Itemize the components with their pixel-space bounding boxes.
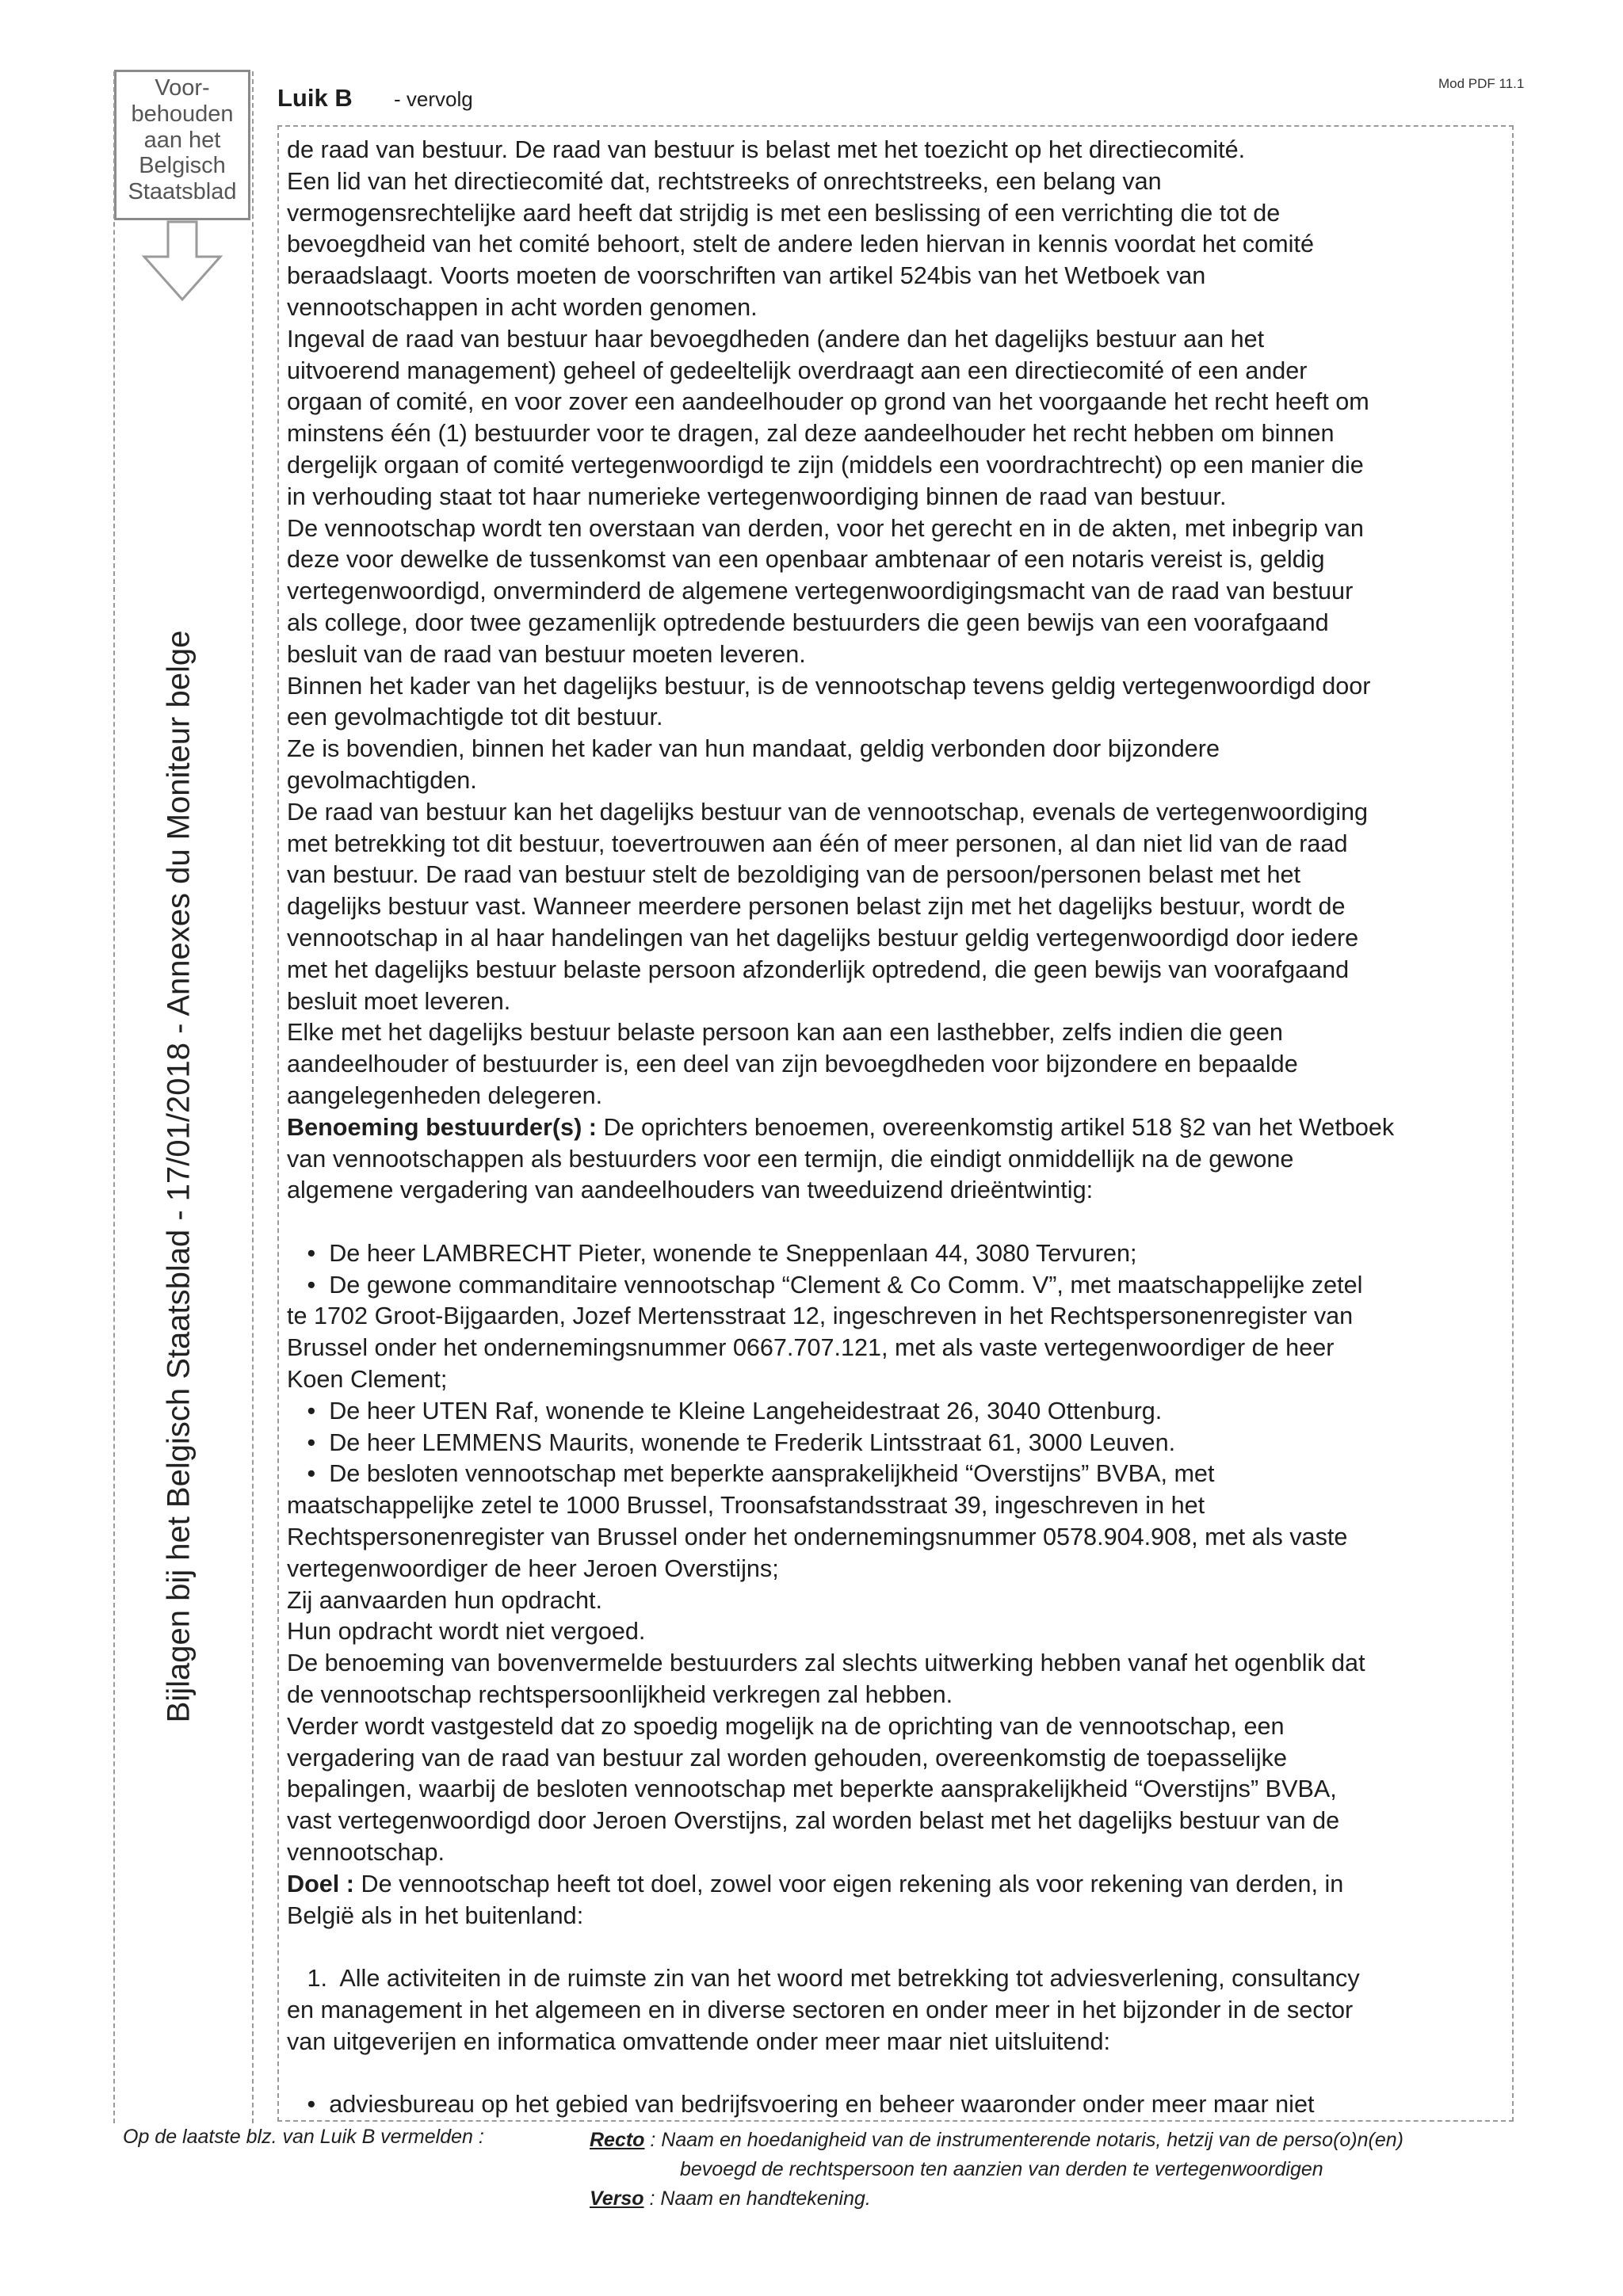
text-line: vennootschap. — [287, 1839, 445, 1867]
text-line: bepalingen, waarbij de besloten vennootschap met beperkte aansprakelijkheid “Overstijns” BVBA, — [287, 1775, 1337, 1803]
numbered-list — [287, 1963, 1507, 2058]
footer-instruction: Op de laatste blz. van Luik B vermelden : — [123, 2126, 484, 2148]
text-line: De benoeming van bovenvermelde bestuurders zal slechts uitwerking hebben vanaf het ogenblik dat — [287, 1650, 1365, 1677]
text-line: De vennootschap wordt ten overstaan van derden, voor het gerecht en in de akten, met inbegrip van — [287, 514, 1364, 542]
text-line: vermogensrechtelijke aard heeft dat strijdig is met een beslissing of een verrichting die tot de — [287, 199, 1281, 227]
text-line: in verhouding staat tot haar numerieke vertegenwoordiging binnen de raad van bestuur. — [287, 482, 1227, 510]
recto-line-2: bevoegd de rechtspersoon ten aanzien van derden te vertegenwoordigen — [680, 2158, 1323, 2180]
section-suffix: - vervolg — [394, 87, 473, 111]
text-line: Zij aanvaarden hun opdracht. — [287, 1586, 602, 1614]
text-line: minstens één (1) bestuurder voor te dragen, zal deze aandeelhouder het recht hebben om binnen — [287, 420, 1335, 448]
text-line: • De heer LAMBRECHT Pieter, wonende te Sneppenlaan 44, 3080 Tervuren; — [287, 1239, 1137, 1267]
text-line: Brussel onder het ondernemingsnummer 0667.707.121, met als vaste vertegenwoordiger de heer — [287, 1334, 1335, 1362]
text-line: en management in het algemeen en in diverse sectoren en onder meer in het bijzonder in de sector — [287, 1997, 1354, 2024]
spacer — [287, 2058, 1507, 2090]
text-line: de vennootschap rechtspersoonlijkheid verkregen zal hebben. — [287, 1681, 953, 1709]
text-line: Verder wordt vastgesteld dat zo spoedig mogelijk na de oprichting van de vennootschap, een — [287, 1712, 1285, 1740]
text-line: van uitgeverijen en informatica omvattende onder meer maar niet uitsluitend: — [287, 2027, 1111, 2055]
text-line: aandeelhouder of bestuurder is, een deel van zijn bevoegdheden voor bijzondere en bepaalde — [287, 1051, 1298, 1078]
text-line: De raad van bestuur kan het dagelijks bestuur van de vennootschap, evenals de vertegenwoordiging — [287, 798, 1369, 826]
text-line: Rechtspersonenregister van Brussel onder het ondernemingsnummer 0578.904.908, met als vaste — [287, 1524, 1348, 1551]
spacer — [287, 1207, 1507, 1238]
text-line: dagelijks bestuur vast. Wanneer meerdere personen belast zijn met het dagelijks bestuur, wordt de — [287, 893, 1346, 921]
doel-text: De vennootschap heeft tot doel, zowel voor eigen rekening als voor rekening van derden, in — [353, 1870, 1344, 1897]
benoeming-line — [287, 1112, 1507, 1144]
verso-line — [590, 2184, 1403, 2214]
reserved-staatsblad-box — [114, 70, 250, 220]
text-line: gevolmachtigden. — [287, 766, 477, 794]
text-line: vennootschap in al haar handelingen van het dagelijks bestuur geldig vertegenwoordigd door iedere — [287, 924, 1359, 952]
verso-text: : Naam en handtekening. — [643, 2187, 871, 2210]
text-line: maatschappelijke zetel te 1000 Brussel, Troonsafstandsstraat 39, ingeschreven in het — [287, 1492, 1205, 1520]
last-bullet-line: • adviesbureau op het gebied van bedrijfsvoering en beheer waaronder onder meer maar niet — [287, 2091, 1315, 2119]
text-line: van vennootschappen als bestuurders voor een termijn, die eindigt onmiddellijk na de gewone — [287, 1145, 1294, 1173]
side-banner-text: Bijlagen bij het Belgisch Staatsblad - 17/01/2018 - Annexes du Moniteur belge — [161, 630, 197, 1723]
text-line: Een lid van het directiecomité dat, rechtstreeks of onrechtstreeks, een belang van — [287, 167, 1162, 195]
text-line: als college, door twee gezamenlijk optredende bestuurders die geen bewijs van een voorafgaand — [287, 608, 1329, 636]
text-line: algemene vergadering van aandeelhouders van tweeduizend drieëntwintig: — [287, 1177, 1094, 1204]
text-line: bevoegdheid van het comité behoort, stelt de andere leden hiervan in kennis voordat het comité — [287, 231, 1314, 258]
footer-recto-verso — [590, 2126, 1403, 2214]
margin-divider — [252, 71, 254, 2123]
left-margin-divider — [113, 71, 115, 2123]
text-line: Koen Clement; — [287, 1366, 448, 1394]
text-line: Elke met het dagelijks bestuur belaste persoon kan aan een lasthebber, zelfs indien die geen — [287, 1019, 1283, 1047]
bestuurders-list — [287, 1238, 1507, 1869]
reserved-line: Belgisch — [139, 153, 226, 179]
text-line: met betrekking tot dit bestuur, toevertrouwen aan één of meer personen, al dan niet lid van de raad — [287, 830, 1348, 857]
down-arrow-icon — [141, 220, 223, 303]
text-line: te 1702 Groot-Bijgaarden, Jozef Mertensstraat 12, ingeschreven in het Rechtspersonenregister van — [287, 1302, 1354, 1330]
text-line: vennootschappen in acht worden genomen. — [287, 293, 758, 321]
spacer — [287, 1932, 1507, 1963]
text-line: Ze is bovendien, binnen het kader van hun mandaat, geldig verbonden door bijzondere — [287, 735, 1220, 763]
text-line: Hun opdracht wordt niet vergoed. — [287, 1618, 646, 1646]
document-body — [287, 135, 1507, 2121]
recto-label: Recto — [590, 2129, 645, 2151]
verso-label: Verso — [590, 2187, 644, 2210]
reserved-line: Voor- — [155, 75, 210, 101]
text-line: met het dagelijks bestuur belaste persoon afzonderlijk optredend, die geen bewijs van voorafgaand — [287, 955, 1350, 983]
text-line: beraadslaagt. Voorts moeten de voorschriften van artikel 524bis van het Wetboek van — [287, 262, 1206, 290]
benoeming-paragraph — [287, 1144, 1507, 1207]
text-line: België als in het buitenland: — [287, 1901, 584, 1929]
text-line: besluit van de raad van bestuur moeten leveren. — [287, 640, 806, 668]
text-line: • De heer UTEN Raf, wonende te Kleine Langeheidestraat 26, 3040 Ottenburg. — [287, 1397, 1163, 1425]
recto-line — [590, 2126, 1403, 2155]
text-line: • De gewone commanditaire vennootschap “Clement & Co Comm. V”, met maatschappelijke zetel — [287, 1271, 1363, 1299]
text-line: Binnen het kader van het dagelijks bestuur, is de vennootschap tevens geldig vertegenwoordigd door — [287, 672, 1371, 700]
benoeming-heading: Benoeming bestuurder(s) : — [287, 1113, 597, 1141]
model-code: Mod PDF 11.1 — [1438, 76, 1525, 91]
text-line: • De heer LEMMENS Maurits, wonende te Frederik Lintsstraat 61, 3000 Leuven. — [287, 1428, 1176, 1456]
doel-heading: Doel : — [287, 1870, 354, 1897]
reserved-line: aan het — [143, 127, 221, 153]
text-line: uitvoerend management) geheel of gedeeltelijk overdraagt aan een directiecomité of een ander — [287, 357, 1308, 384]
text-line: aangelegenheden delegeren. — [287, 1081, 603, 1109]
text-line: deze voor dewelke de tussenkomst van een openbaar ambtenaar of een notaris vereist is, geldig — [287, 546, 1325, 574]
text-line: 1. Alle activiteiten in de ruimste zin van het woord met betrekking tot adviesverlening, consultancy — [287, 1965, 1360, 1993]
text-line: • De besloten vennootschap met beperkte aansprakelijkheid “Overstijns” BVBA, met — [287, 1460, 1215, 1488]
text-line: van bestuur. De raad van bestuur stelt de bezoldiging van de persoon/personen belast met het — [287, 861, 1300, 889]
text-line: orgaan of comité, en voor zover een aandeelhouder op grond van het voorgaande het recht heeft om — [287, 388, 1369, 416]
doel-line — [287, 1869, 1507, 1901]
reserved-line: Staatsblad — [128, 179, 237, 205]
doel-paragraph — [287, 1901, 1507, 1932]
text-line: vertegenwoordiger de heer Jeroen Overstijns; — [287, 1554, 779, 1582]
recto-text: : Naam en hoedanigheid van de instrumenterende notaris, hetzij van de perso(o)n(en) — [644, 2129, 1403, 2151]
text-line: vergadering van de raad van bestuur zal worden gehouden, overeenkomstig de toepasselijke — [287, 1744, 1287, 1772]
section-title: Luik B — [277, 84, 353, 112]
text-line: vertegenwoordigd, onverminderd de algemene vertegenwoordigingsmacht van de raad van bestuur — [287, 578, 1354, 605]
text-line: een gevolmachtigde tot dit bestuur. — [287, 704, 663, 731]
text-line: de raad van bestuur. De raad van bestuur is belast met het toezicht op het directiecomité. — [287, 136, 1246, 163]
reserved-line: behouden — [131, 101, 234, 127]
text-line: besluit moet leveren. — [287, 987, 511, 1015]
text-line: Ingeval de raad van bestuur haar bevoegdheden (andere dan het dagelijks bestuur aan het — [287, 325, 1265, 353]
body-paragraphs — [287, 135, 1507, 1112]
text-line: vast vertegenwoordigd door Jeroen Overstijns, zal worden belast met het dagelijks bestuur van de — [287, 1807, 1340, 1835]
benoeming-text: De oprichters benoemen, overeenkomstig artikel 518 §2 van het Wetboek — [596, 1113, 1395, 1141]
text-line: dergelijk orgaan of comité vertegenwoordigd te zijn (middels een voordrachtrecht) op een manier die — [287, 451, 1364, 479]
